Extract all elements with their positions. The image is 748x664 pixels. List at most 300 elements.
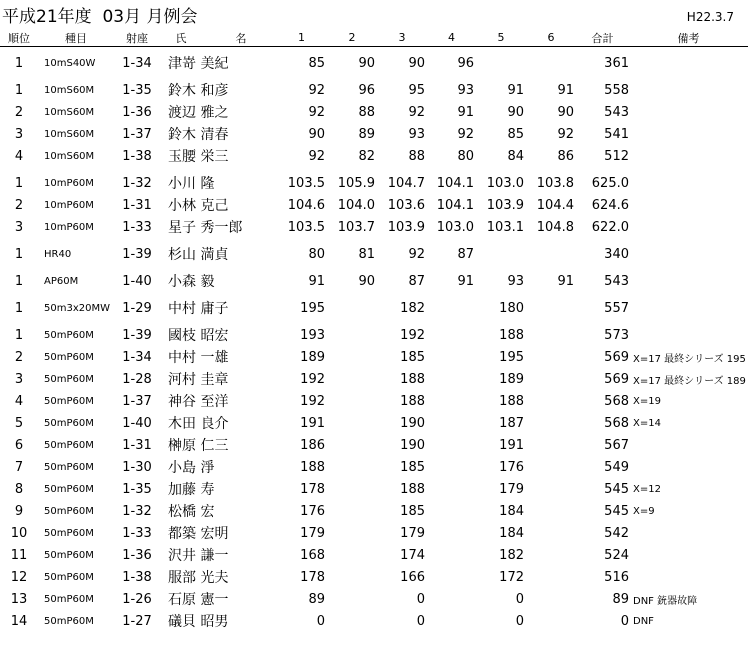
series-4-cell bbox=[427, 456, 476, 478]
remarks-cell bbox=[629, 123, 748, 145]
series-2-cell: 105.9 bbox=[337, 175, 375, 191]
series-6-cell: 91 bbox=[557, 273, 574, 289]
name-cell: 礒貝 昭男 bbox=[168, 614, 229, 630]
column-header-event: 種目 bbox=[38, 29, 114, 47]
results-table bbox=[0, 29, 748, 632]
table-row bbox=[0, 297, 748, 319]
remarks-cell bbox=[629, 194, 748, 216]
rank-cell: 8 bbox=[14, 481, 24, 497]
series-4-cell: 80 bbox=[457, 148, 474, 164]
series-2-cell: 90 bbox=[358, 273, 375, 289]
name-cell: 國枝 昭宏 bbox=[168, 328, 229, 344]
series-4-cell: 93 bbox=[457, 82, 474, 98]
series-6-cell bbox=[526, 456, 576, 478]
seat-cell: 1-37 bbox=[122, 126, 152, 142]
seat-cell: 1-36 bbox=[122, 104, 152, 120]
table-row bbox=[0, 368, 748, 390]
series-4-cell: 96 bbox=[457, 55, 474, 71]
series-4-cell bbox=[427, 390, 476, 412]
series-1-cell: 176 bbox=[300, 503, 325, 519]
name-cell: 星子 秀一郎 bbox=[168, 220, 243, 236]
event-cell: 50mP60M bbox=[44, 439, 94, 451]
series-3-cell: 188 bbox=[400, 393, 425, 409]
name-cell: 加藤 寿 bbox=[168, 482, 215, 498]
remarks-cell bbox=[629, 172, 748, 194]
series-2-cell: 104.0 bbox=[337, 197, 375, 213]
seat-cell: 1-38 bbox=[122, 569, 152, 585]
series-3-cell: 179 bbox=[400, 525, 425, 541]
remarks-cell bbox=[629, 522, 748, 544]
series-5-cell: 103.9 bbox=[486, 197, 524, 213]
table-row bbox=[0, 434, 748, 456]
series-2-cell bbox=[327, 346, 377, 368]
total-cell: 545 bbox=[604, 503, 629, 519]
name-cell: 服部 光夫 bbox=[168, 570, 229, 586]
series-3-cell: 87 bbox=[408, 273, 425, 289]
seat-cell: 1-33 bbox=[122, 219, 152, 235]
series-1-cell: 80 bbox=[308, 246, 325, 262]
series-4-cell bbox=[427, 610, 476, 632]
seat-cell: 1-40 bbox=[122, 273, 152, 289]
series-6-cell bbox=[526, 544, 576, 566]
rank-cell: 5 bbox=[14, 415, 24, 431]
series-2-cell: 96 bbox=[358, 82, 375, 98]
series-1-cell: 92 bbox=[308, 148, 325, 164]
rank-cell: 3 bbox=[14, 219, 24, 235]
event-cell: HR40 bbox=[44, 248, 72, 260]
series-4-cell bbox=[427, 346, 476, 368]
rank-cell: 6 bbox=[14, 437, 24, 453]
series-2-cell bbox=[327, 544, 377, 566]
series-4-cell: 91 bbox=[457, 104, 474, 120]
rank-cell: 9 bbox=[14, 503, 24, 519]
series-2-cell bbox=[327, 368, 377, 390]
name-cell: 石原 憲一 bbox=[168, 592, 229, 608]
rank-cell: 2 bbox=[14, 104, 24, 120]
event-cell: 10mS60M bbox=[44, 106, 95, 118]
event-cell: AP60M bbox=[44, 275, 79, 287]
series-5-cell: 191 bbox=[499, 437, 524, 453]
series-2-cell bbox=[327, 390, 377, 412]
rank-cell: 1 bbox=[14, 175, 24, 191]
series-4-cell bbox=[427, 297, 476, 319]
column-header-series-4: 4 bbox=[427, 29, 476, 47]
total-cell: 625.0 bbox=[591, 175, 629, 191]
series-3-cell: 93 bbox=[408, 126, 425, 142]
series-1-cell: 179 bbox=[300, 525, 325, 541]
table-row bbox=[0, 243, 748, 265]
series-5-cell: 93 bbox=[507, 273, 524, 289]
series-3-cell: 182 bbox=[400, 300, 425, 316]
rank-cell: 3 bbox=[14, 371, 24, 387]
event-cell: 50mP60M bbox=[44, 615, 94, 627]
series-6-cell: 103.8 bbox=[536, 175, 574, 191]
total-cell: 545 bbox=[604, 481, 629, 497]
series-5-cell: 184 bbox=[499, 525, 524, 541]
series-5-cell: 103.1 bbox=[486, 219, 524, 235]
name-cell: 小森 毅 bbox=[168, 274, 215, 290]
series-5-cell: 90 bbox=[507, 104, 524, 120]
series-3-cell: 92 bbox=[408, 104, 425, 120]
rank-cell: 11 bbox=[10, 547, 28, 563]
series-6-cell bbox=[526, 522, 576, 544]
series-1-cell: 104.6 bbox=[287, 197, 325, 213]
series-2-cell: 103.7 bbox=[337, 219, 375, 235]
remarks-cell bbox=[629, 566, 748, 588]
series-2-cell: 90 bbox=[358, 55, 375, 71]
event-cell: 10mP60M bbox=[44, 221, 94, 233]
event-cell: 10mS60M bbox=[44, 150, 95, 162]
series-6-cell bbox=[526, 412, 576, 434]
series-1-cell: 103.5 bbox=[287, 175, 325, 191]
total-cell: 0 bbox=[620, 613, 629, 629]
rank-cell: 1 bbox=[14, 300, 24, 316]
table-row bbox=[0, 346, 748, 368]
event-cell: 50m3x20MW bbox=[44, 302, 110, 314]
total-cell: 573 bbox=[604, 327, 629, 343]
seat-cell: 1-39 bbox=[122, 246, 152, 262]
name-cell: 鈴木 清春 bbox=[168, 127, 229, 143]
rank-cell: 1 bbox=[14, 327, 24, 343]
series-3-cell: 174 bbox=[400, 547, 425, 563]
seat-cell: 1-37 bbox=[122, 393, 152, 409]
series-6-cell: 104.8 bbox=[536, 219, 574, 235]
name-cell: 小川 隆 bbox=[168, 176, 215, 192]
table-row bbox=[0, 610, 748, 632]
column-header-series-1: 1 bbox=[276, 29, 327, 47]
seat-cell: 1-34 bbox=[122, 349, 152, 365]
remarks-cell: X=12 bbox=[633, 483, 661, 495]
series-2-cell: 81 bbox=[358, 246, 375, 262]
series-3-cell: 92 bbox=[408, 246, 425, 262]
series-1-cell: 178 bbox=[300, 481, 325, 497]
series-5-cell: 176 bbox=[499, 459, 524, 475]
series-6-cell bbox=[526, 610, 576, 632]
remarks-cell: X=17 最終シリーズ 189 bbox=[633, 375, 746, 387]
column-header-name: 氏 名 bbox=[160, 29, 276, 47]
event-cell: 50mP60M bbox=[44, 527, 94, 539]
name-cell: 中村 庸子 bbox=[168, 301, 229, 317]
seat-cell: 1-31 bbox=[122, 437, 152, 453]
series-5-cell: 85 bbox=[507, 126, 524, 142]
series-2-cell: 82 bbox=[358, 148, 375, 164]
total-cell: 512 bbox=[604, 148, 629, 164]
name-cell: 河村 圭章 bbox=[168, 372, 229, 388]
series-6-cell bbox=[526, 390, 576, 412]
series-2-cell: 89 bbox=[358, 126, 375, 142]
rank-cell: 1 bbox=[14, 55, 24, 71]
rank-cell: 12 bbox=[10, 569, 28, 585]
series-5-cell: 179 bbox=[499, 481, 524, 497]
event-cell: 50mP60M bbox=[44, 329, 94, 341]
table-row bbox=[0, 123, 748, 145]
total-cell: 567 bbox=[604, 437, 629, 453]
name-cell: 小島 淨 bbox=[168, 460, 215, 476]
series-6-cell bbox=[526, 346, 576, 368]
series-2-cell bbox=[327, 478, 377, 500]
series-5-cell bbox=[476, 52, 526, 74]
table-row bbox=[0, 456, 748, 478]
series-3-cell: 192 bbox=[400, 327, 425, 343]
table-row bbox=[0, 544, 748, 566]
series-2-cell: 88 bbox=[358, 104, 375, 120]
seat-cell: 1-38 bbox=[122, 148, 152, 164]
table-row bbox=[0, 270, 748, 292]
total-cell: 543 bbox=[604, 273, 629, 289]
series-4-cell: 91 bbox=[457, 273, 474, 289]
total-cell: 557 bbox=[604, 300, 629, 316]
series-2-cell bbox=[327, 566, 377, 588]
series-5-cell: 172 bbox=[499, 569, 524, 585]
name-cell: 神谷 至洋 bbox=[168, 394, 229, 410]
series-2-cell bbox=[327, 297, 377, 319]
event-cell: 50mP60M bbox=[44, 351, 94, 363]
total-cell: 569 bbox=[604, 371, 629, 387]
series-3-cell: 188 bbox=[400, 371, 425, 387]
table-header bbox=[0, 29, 748, 47]
series-4-cell bbox=[427, 434, 476, 456]
seat-cell: 1-35 bbox=[122, 82, 152, 98]
name-cell: 杉山 満貞 bbox=[168, 247, 229, 263]
total-cell: 516 bbox=[604, 569, 629, 585]
column-header-series-5: 5 bbox=[476, 29, 526, 47]
seat-cell: 1-39 bbox=[122, 327, 152, 343]
remarks-cell bbox=[629, 243, 748, 265]
column-header-seat: 射座 bbox=[114, 29, 160, 47]
series-3-cell: 95 bbox=[408, 82, 425, 98]
table-row bbox=[0, 478, 748, 500]
series-3-cell: 185 bbox=[400, 459, 425, 475]
series-1-cell: 178 bbox=[300, 569, 325, 585]
series-1-cell: 0 bbox=[316, 613, 325, 629]
report-date: H22.3.7 bbox=[686, 10, 734, 24]
series-5-cell: 180 bbox=[499, 300, 524, 316]
column-header-remarks: 備考 bbox=[629, 29, 748, 47]
total-cell: 543 bbox=[604, 104, 629, 120]
series-1-cell: 188 bbox=[300, 459, 325, 475]
seat-cell: 1-27 bbox=[122, 613, 152, 629]
series-5-cell: 182 bbox=[499, 547, 524, 563]
table-row bbox=[0, 172, 748, 194]
name-cell: 松橋 宏 bbox=[168, 504, 215, 520]
rank-cell: 1 bbox=[14, 273, 24, 289]
name-cell: 小林 克己 bbox=[168, 198, 229, 214]
event-cell: 10mP60M bbox=[44, 177, 94, 189]
name-cell: 渡辺 雅之 bbox=[168, 105, 229, 121]
name-cell: 榊原 仁三 bbox=[168, 438, 229, 454]
total-cell: 624.6 bbox=[591, 197, 629, 213]
series-1-cell: 195 bbox=[300, 300, 325, 316]
rank-cell: 10 bbox=[10, 525, 28, 541]
series-4-cell bbox=[427, 544, 476, 566]
series-4-cell bbox=[427, 588, 476, 610]
rank-cell: 14 bbox=[10, 613, 28, 629]
series-6-cell bbox=[526, 324, 576, 346]
name-cell: 鈴木 和彦 bbox=[168, 83, 229, 99]
table-row bbox=[0, 500, 748, 522]
table-row bbox=[0, 79, 748, 101]
column-header-series-6: 6 bbox=[526, 29, 576, 47]
series-1-cell: 85 bbox=[308, 55, 325, 71]
series-2-cell bbox=[327, 456, 377, 478]
seat-cell: 1-33 bbox=[122, 525, 152, 541]
seat-cell: 1-34 bbox=[122, 55, 152, 71]
name-cell: 都築 宏明 bbox=[168, 526, 229, 542]
series-4-cell bbox=[427, 522, 476, 544]
remarks-cell bbox=[629, 101, 748, 123]
event-cell: 10mS40W bbox=[44, 57, 96, 69]
series-6-cell bbox=[526, 588, 576, 610]
table-row bbox=[0, 145, 748, 167]
series-1-cell: 90 bbox=[308, 126, 325, 142]
table-row bbox=[0, 324, 748, 346]
remarks-cell bbox=[629, 297, 748, 319]
series-5-cell: 103.0 bbox=[486, 175, 524, 191]
series-4-cell bbox=[427, 324, 476, 346]
series-5-cell: 189 bbox=[499, 371, 524, 387]
remarks-cell: X=14 bbox=[633, 417, 661, 429]
total-cell: 569 bbox=[604, 349, 629, 365]
series-1-cell: 92 bbox=[308, 82, 325, 98]
remarks-cell bbox=[629, 544, 748, 566]
remarks-cell: DNF 銃器故障 bbox=[633, 595, 698, 607]
seat-cell: 1-36 bbox=[122, 547, 152, 563]
remarks-cell bbox=[629, 270, 748, 292]
table-row bbox=[0, 216, 748, 238]
series-5-cell: 184 bbox=[499, 503, 524, 519]
series-2-cell bbox=[327, 588, 377, 610]
table-row bbox=[0, 194, 748, 216]
series-4-cell: 87 bbox=[457, 246, 474, 262]
total-cell: 541 bbox=[604, 126, 629, 142]
series-1-cell: 192 bbox=[300, 371, 325, 387]
total-cell: 568 bbox=[604, 415, 629, 431]
series-5-cell: 0 bbox=[515, 591, 524, 607]
series-5-cell: 195 bbox=[499, 349, 524, 365]
series-5-cell: 188 bbox=[499, 327, 524, 343]
total-cell: 549 bbox=[604, 459, 629, 475]
series-4-cell bbox=[427, 500, 476, 522]
series-1-cell: 168 bbox=[300, 547, 325, 563]
seat-cell: 1-35 bbox=[122, 481, 152, 497]
series-2-cell bbox=[327, 434, 377, 456]
table-row bbox=[0, 390, 748, 412]
series-2-cell bbox=[327, 412, 377, 434]
rank-cell: 2 bbox=[14, 349, 24, 365]
seat-cell: 1-32 bbox=[122, 175, 152, 191]
event-cell: 50mP60M bbox=[44, 571, 94, 583]
event-cell: 10mP60M bbox=[44, 199, 94, 211]
seat-cell: 1-40 bbox=[122, 415, 152, 431]
event-cell: 50mP60M bbox=[44, 549, 94, 561]
series-1-cell: 89 bbox=[308, 591, 325, 607]
series-5-cell: 0 bbox=[515, 613, 524, 629]
total-cell: 622.0 bbox=[591, 219, 629, 235]
series-5-cell: 187 bbox=[499, 415, 524, 431]
total-cell: 89 bbox=[612, 591, 629, 607]
series-4-cell: 104.1 bbox=[436, 175, 474, 191]
column-header-series-2: 2 bbox=[327, 29, 377, 47]
series-6-cell bbox=[526, 500, 576, 522]
series-6-cell: 86 bbox=[557, 148, 574, 164]
table-row bbox=[0, 412, 748, 434]
rank-cell: 1 bbox=[14, 246, 24, 262]
rank-cell: 4 bbox=[14, 148, 24, 164]
series-1-cell: 92 bbox=[308, 104, 325, 120]
rank-cell: 1 bbox=[14, 82, 24, 98]
seat-cell: 1-31 bbox=[122, 197, 152, 213]
table-row bbox=[0, 522, 748, 544]
series-4-cell: 92 bbox=[457, 126, 474, 142]
remarks-cell bbox=[629, 79, 748, 101]
series-6-cell bbox=[526, 368, 576, 390]
remarks-cell bbox=[629, 145, 748, 167]
series-4-cell: 104.1 bbox=[436, 197, 474, 213]
series-5-cell: 188 bbox=[499, 393, 524, 409]
series-6-cell bbox=[526, 434, 576, 456]
remarks-cell: X=19 bbox=[633, 395, 661, 407]
series-3-cell: 88 bbox=[408, 148, 425, 164]
remarks-cell: X=9 bbox=[633, 505, 655, 517]
event-cell: 50mP60M bbox=[44, 461, 94, 473]
series-4-cell bbox=[427, 412, 476, 434]
name-cell: 玉腰 栄三 bbox=[168, 149, 229, 165]
series-1-cell: 193 bbox=[300, 327, 325, 343]
name-cell: 津嵜 美紀 bbox=[168, 56, 229, 72]
table-body bbox=[0, 47, 748, 633]
event-cell: 50mP60M bbox=[44, 593, 94, 605]
seat-cell: 1-26 bbox=[122, 591, 152, 607]
series-4-cell bbox=[427, 478, 476, 500]
series-3-cell: 103.6 bbox=[387, 197, 425, 213]
series-2-cell bbox=[327, 324, 377, 346]
rank-cell: 3 bbox=[14, 126, 24, 142]
event-cell: 50mP60M bbox=[44, 417, 94, 429]
table-row bbox=[0, 101, 748, 123]
seat-cell: 1-30 bbox=[122, 459, 152, 475]
remarks-cell bbox=[629, 216, 748, 238]
series-1-cell: 192 bbox=[300, 393, 325, 409]
total-cell: 558 bbox=[604, 82, 629, 98]
series-1-cell: 103.5 bbox=[287, 219, 325, 235]
name-cell: 木田 良介 bbox=[168, 416, 229, 432]
total-cell: 568 bbox=[604, 393, 629, 409]
name-cell: 中村 一雄 bbox=[168, 350, 229, 366]
page-title: 平成21年度 03月 月例会 bbox=[2, 7, 198, 27]
remarks-cell bbox=[629, 434, 748, 456]
series-6-cell bbox=[526, 52, 576, 74]
series-3-cell: 190 bbox=[400, 415, 425, 431]
series-4-cell: 103.0 bbox=[436, 219, 474, 235]
rank-cell: 13 bbox=[10, 591, 28, 607]
event-cell: 10mS60M bbox=[44, 128, 95, 140]
table-row bbox=[0, 566, 748, 588]
series-6-cell bbox=[526, 297, 576, 319]
event-cell: 50mP60M bbox=[44, 373, 94, 385]
series-4-cell bbox=[427, 368, 476, 390]
series-5-cell: 91 bbox=[507, 82, 524, 98]
seat-cell: 1-29 bbox=[122, 300, 152, 316]
rank-cell: 2 bbox=[14, 197, 24, 213]
table-row bbox=[0, 588, 748, 610]
remarks-cell: X=17 最終シリーズ 195 bbox=[633, 353, 746, 365]
remarks-cell: DNF bbox=[633, 615, 654, 627]
series-1-cell: 186 bbox=[300, 437, 325, 453]
series-1-cell: 91 bbox=[308, 273, 325, 289]
event-cell: 50mP60M bbox=[44, 395, 94, 407]
series-3-cell: 185 bbox=[400, 503, 425, 519]
seat-cell: 1-28 bbox=[122, 371, 152, 387]
